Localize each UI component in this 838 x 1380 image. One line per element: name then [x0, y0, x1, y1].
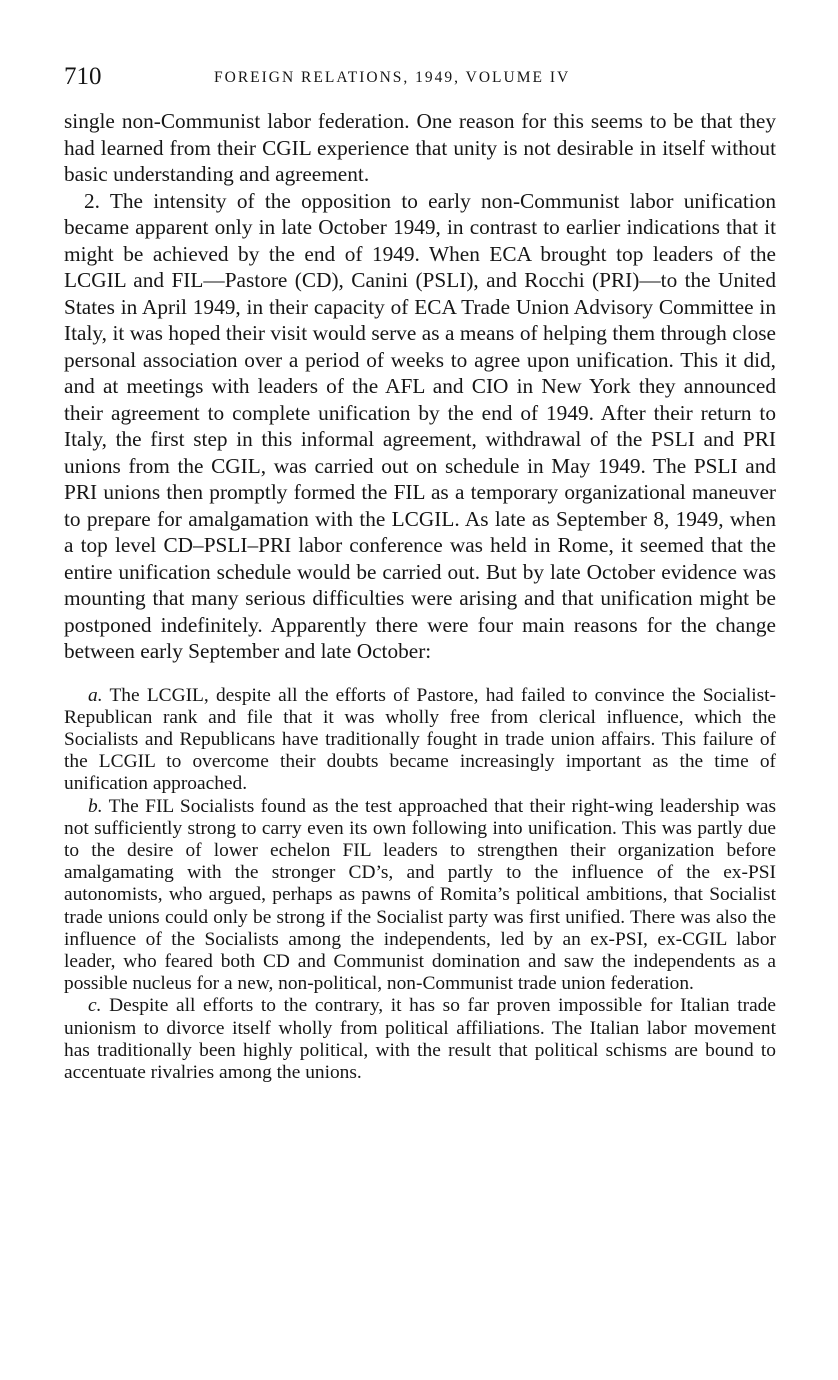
reason-marker: a.: [88, 684, 103, 706]
page-number: 710: [64, 63, 102, 90]
main-text: [64, 108, 776, 665]
reason-c: [64, 995, 776, 1084]
running-head: [64, 62, 776, 96]
reason-text: Despite all efforts to the contrary, it has so far proven impossible for Italian trade unionism to divorce itself wholly from political affiliations. The Italian labor movement has traditionally been highly political, with the result that political schisms are bound to accentuate rivalries among the unions.: [64, 995, 776, 1083]
continuation-paragraph: single non-Communist labor federation. One reason for this seems to be that they had learned from their CGIL experience that unity is not desirable in itself without basic understanding and agreement.: [64, 109, 776, 186]
reason-marker: c.: [88, 995, 102, 1017]
reason-b: [64, 796, 776, 996]
paragraph-2: 2. The intensity of the opposition to early non-Communist labor unification became apparent only in late October 1949, in contrast to earlier indications that it might be achieved by the end of 1949. When ECA brought top leaders of the LCGIL and FIL—Pastore (CD), Canini (PSLI), and Rocchi (PRI)—to the United States in April 1949, in their capacity of ECA Trade Union Advisory Committee in Italy, it was hoped their visit would serve as a means of helping them through close personal association over a period of weeks to agree upon unification. This it did, and at meetings with leaders of the AFL and CIO in New York they announced their agreement to complete unification by the end of 1949. After their return to Italy, the first step in this informal agreement, withdrawal of the PSLI and PRI unions from the CGIL, was carried out on schedule in May 1949. The PSLI and PRI unions then promptly formed the FIL as a temporary organizational maneuver to prepare for amalgamation with the LCGIL. As late as September 8, 1949, when a top level CD–PSLI–PRI labor conference was held in Rome, it seemed that the entire unification schedule would be carried out. But by late October evidence was mounting that many serious difficulties were arising and that unification might be postponed indefinitely. Apparently there were four main reasons for the change between early September and late October:: [64, 188, 776, 663]
reasons-list: [64, 685, 776, 1085]
document-page: [64, 62, 776, 1084]
reason-marker: b.: [88, 795, 103, 817]
reason-text: The FIL Socialists found as the test approached that their right-wing leadership was not sufficiently strong to carry even its own following into unification. This was partly due to the desire of lower echelon FIL leaders to strengthen their organization before amalgamating with the stronger CD’s, and partly to the influence of the ex-PSI autonomists, who argued, perhaps as pawns of Romita’s political ambitions, that Socialist trade unions could only be strong if the Socialist party was first unified. There was also the influence of the Socialists among the independents, led by an ex-PSI, ex-CGIL labor leader, who feared both CD and Communist domination and saw the independents as a possible nucleus for a new, non-political, non-Communist trade union federation.: [64, 795, 776, 995]
running-title: FOREIGN RELATIONS, 1949, VOLUME IV: [214, 69, 571, 86]
reason-a: [64, 685, 776, 796]
reason-text: The LCGIL, despite all the efforts of Pastore, had failed to convince the Socialist-Republican rank and file that it was wholly free from clerical influence, which the Socialists and Republicans have traditionally fought in trade union affairs. This failure of the LCGIL to overcome their doubts became increasingly important as the time of unification approached.: [64, 684, 777, 795]
